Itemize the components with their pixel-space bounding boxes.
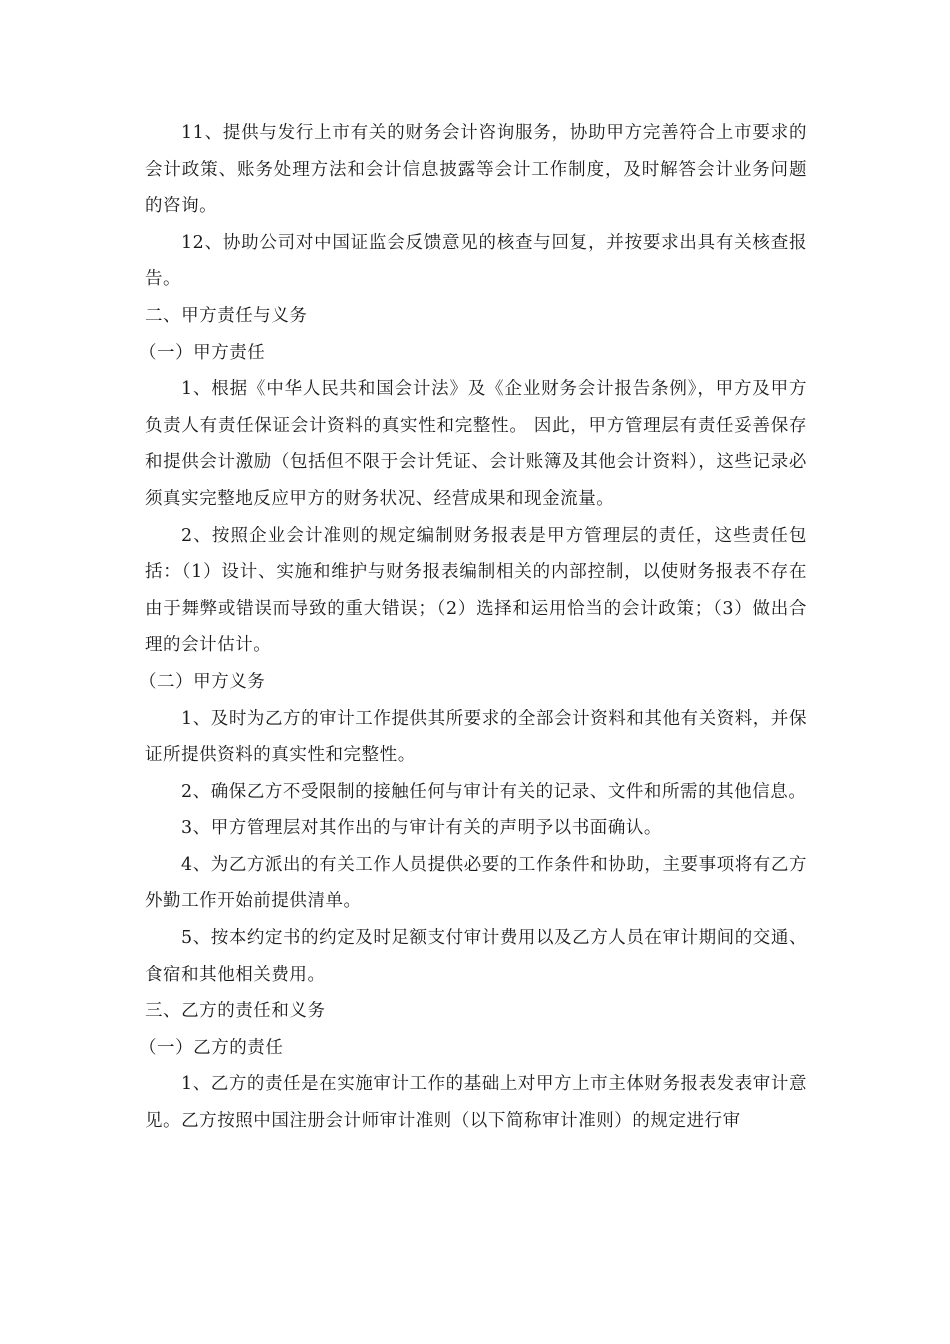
subsection-heading-party-a-obligation: （二）甲方义务 (139, 671, 266, 692)
paragraph-party-a-obligation-5: 5、按本约定书的约定及时足额支付审计费用以及乙方人员在审计期间的交通、食宿和其他相关费用。 (145, 928, 807, 985)
paragraph-party-a-obligation-4: 4、为乙方派出的有关工作人员提供必要的工作条件和协助，主要事项将有乙方外勤工作开始前提供清单。 (145, 854, 807, 912)
section-heading-party-a: 二、甲方责任与义务 (145, 305, 308, 326)
paragraph-item-12: 12、协助公司对中国证监会反馈意见的核查与回复，并按要求出具有关核查报告。 (145, 232, 807, 290)
document-page (139, 115, 807, 1140)
subsection-heading-party-b-responsibility: （一）乙方的责任 (139, 1037, 284, 1058)
paragraph-item-11: 11、提供与发行上市有关的财务会计咨询服务，协助甲方完善符合上市要求的会计政策、账务处理方法和会计信息披露等会计工作制度，及时解答会计业务问题的咨询。 (145, 123, 807, 217)
paragraph-party-a-responsibility-1: 1、根据《中华人民共和国会计法》及《企业财务会计报告条例》，甲方及甲方负责人有责任保证会计资料的真实性和完整性。 因此，甲方管理层有责任妥善保存和提供会计激励（包括但不限于会计凭证、会计账簿及其他会计资料），这些记录必须真实完整地反应甲方的财务状况、经营成果和现金流量。 (145, 379, 807, 509)
paragraph-party-a-responsibility-2: 2、按照企业会计准则的规定编制财务报表是甲方管理层的责任，这些责任包括：（1）设计、实施和维护与财务报表编制相关的内部控制，以使财务报表不存在由于舞弊或错误而导致的重大错误；（2）选择和运用恰当的会计政策；（3）做出合理的会计估计。 (145, 525, 807, 656)
paragraph-party-a-obligation-1: 1、及时为乙方的审计工作提供其所要求的全部会计资料和其他有关资料，并保证所提供资料的真实性和完整性。 (145, 708, 807, 766)
paragraph-party-b-responsibility-1: 1、乙方的责任是在实施审计工作的基础上对甲方上市主体财务报表发表审计意见。乙方按照中国注册会计师审计准则（以下简称审计准则）的规定进行审 (145, 1074, 807, 1132)
subsection-heading-party-a-responsibility: （一）甲方责任 (139, 342, 266, 363)
paragraph-party-a-obligation-3: 3、甲方管理层对其作出的与审计有关的声明予以书面确认。 (181, 818, 662, 839)
section-heading-party-b: 三、乙方的责任和义务 (145, 1001, 326, 1022)
paragraph-party-a-obligation-2: 2、确保乙方不受限制的接触任何与审计有关的记录、文件和所需的其他信息。 (181, 781, 807, 802)
